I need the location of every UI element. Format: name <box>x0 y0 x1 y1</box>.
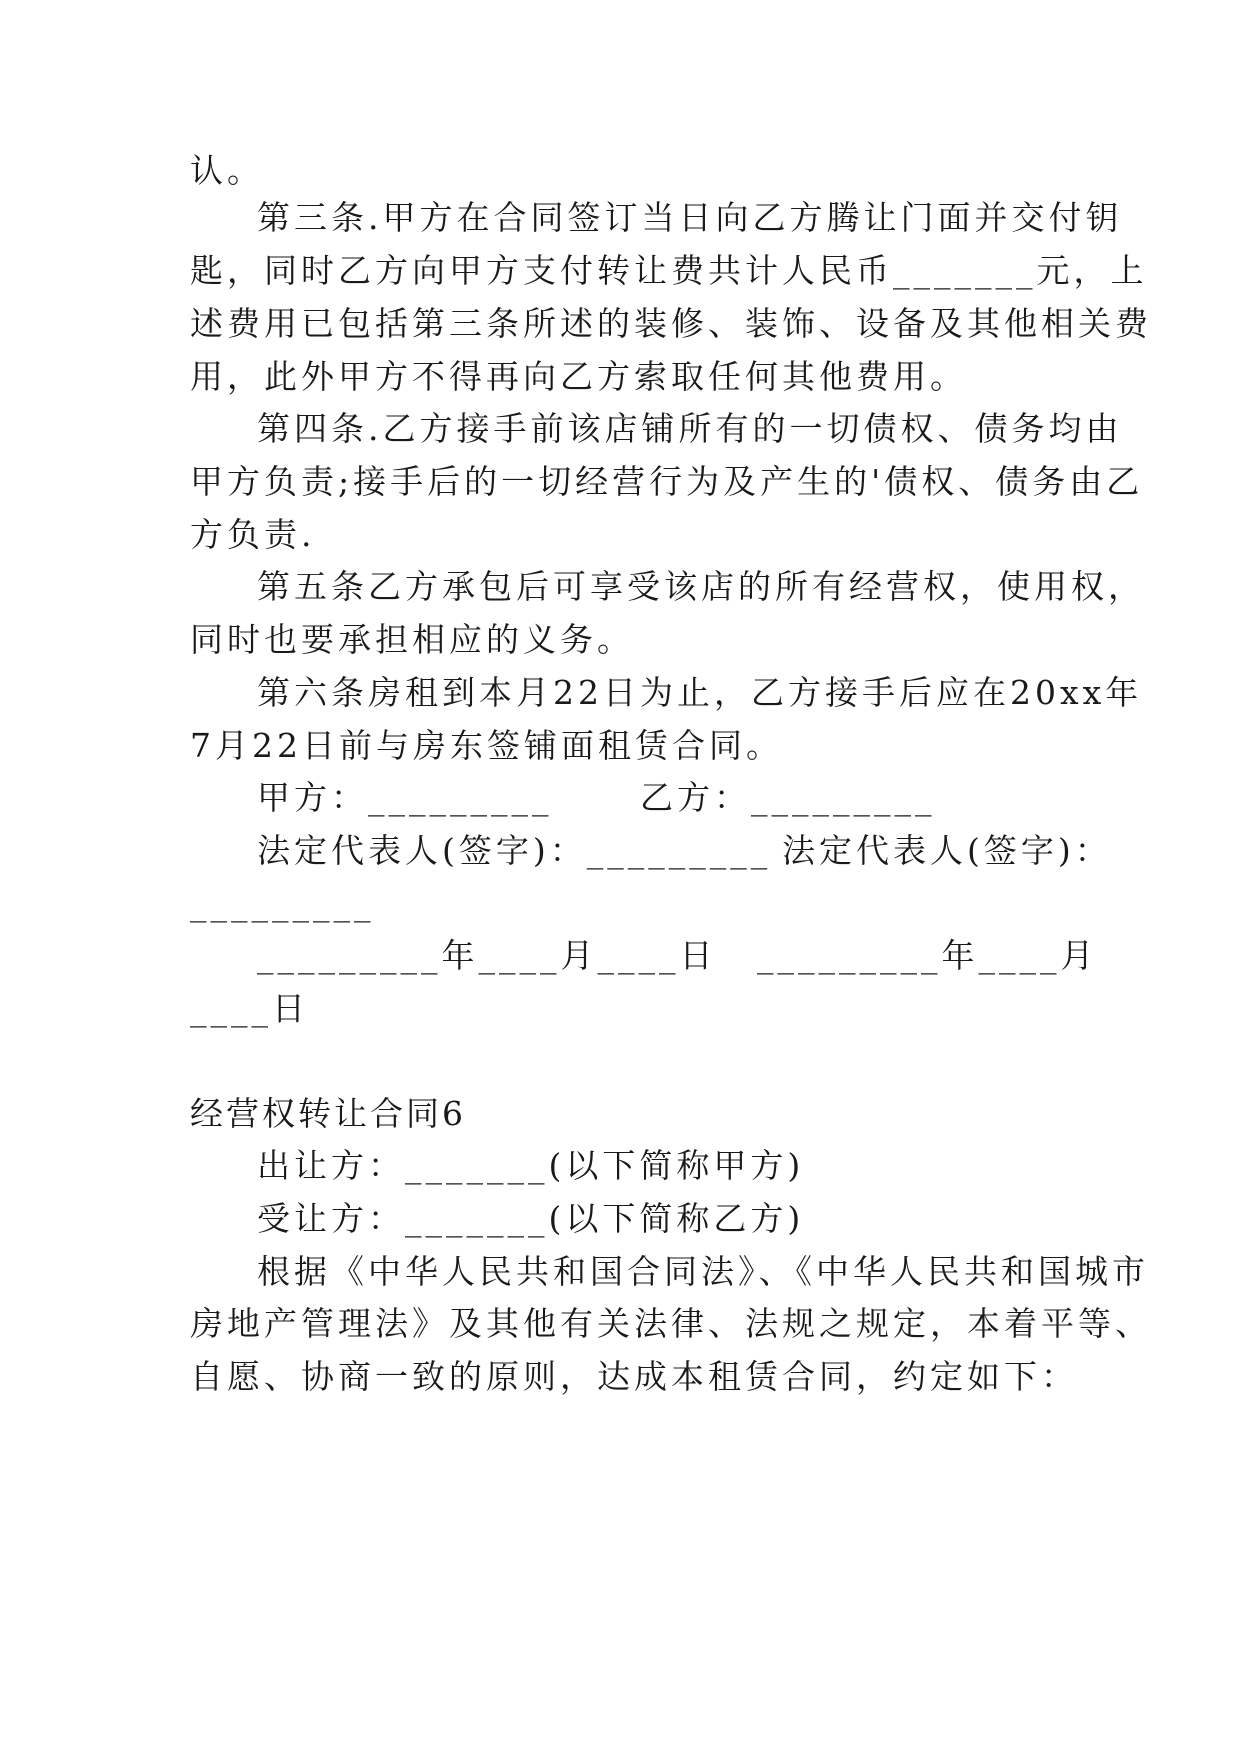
article-6-line-1: 第六条房租到本月22日为止，乙方接手后应在20xx年 <box>257 673 1143 712</box>
article-5-line-1: 第五条乙方承包后可享受该店的所有经营权，使用权， <box>257 567 1145 606</box>
article-3-line-1: 第三条.甲方在合同签订当日向乙方腾让门面并交付钥 <box>257 198 1123 237</box>
article-5-line-2: 同时也要承担相应的义务。 <box>190 620 634 659</box>
article-4-line-1: 第四条.乙方接手前该店铺所有的一切债权、债务均由 <box>257 409 1123 448</box>
section-title: 经营权转让合同6 <box>190 1094 466 1133</box>
party-b-signature: 乙方：_________ <box>640 778 936 817</box>
preamble-line-2: 房地产管理法》及其他有关法律、法规之规定，本着平等、 <box>190 1304 1152 1343</box>
paragraph-line: 认。 <box>190 151 264 190</box>
party-a-date: _________年____月____日 <box>257 936 717 975</box>
article-6-line-2: 7月22日前与房东签铺面租赁合同。 <box>190 726 783 765</box>
party-b-date-day: ____日 <box>190 989 309 1028</box>
transferee-line: 受让方：_______(以下简称乙方) <box>257 1199 805 1238</box>
party-b-date: _________年____月 <box>757 936 1098 975</box>
article-3-line-4: 用，此外甲方不得再向乙方索取任何其他费用。 <box>190 357 967 396</box>
party-a-signature: 甲方：_________ <box>257 778 553 817</box>
preamble-line-1: 根据《中华人民共和国合同法》、《中华人民共和国城市 <box>257 1252 1149 1291</box>
article-4-line-3: 方负责. <box>190 515 316 554</box>
article-3-line-3: 述费用已包括第三条所述的装修、装饰、设备及其他相关费 <box>190 304 1152 343</box>
party-b-representative-blank: _________ <box>190 884 375 923</box>
party-b-representative: 法定代表人(签字)： <box>782 831 1112 870</box>
article-3-line-2: 匙，同时乙方向甲方支付转让费共计人民币_______元，上 <box>190 251 1148 290</box>
party-a-representative: 法定代表人(签字)：_________ <box>257 831 772 870</box>
article-4-line-2: 甲方负责;接手后的一切经营行为及产生的'债权、债务由乙 <box>190 462 1144 501</box>
preamble-line-3: 自愿、协商一致的原则，达成本租赁合同，约定如下： <box>190 1357 1078 1396</box>
transferor-line: 出让方：_______(以下简称甲方) <box>257 1146 805 1185</box>
